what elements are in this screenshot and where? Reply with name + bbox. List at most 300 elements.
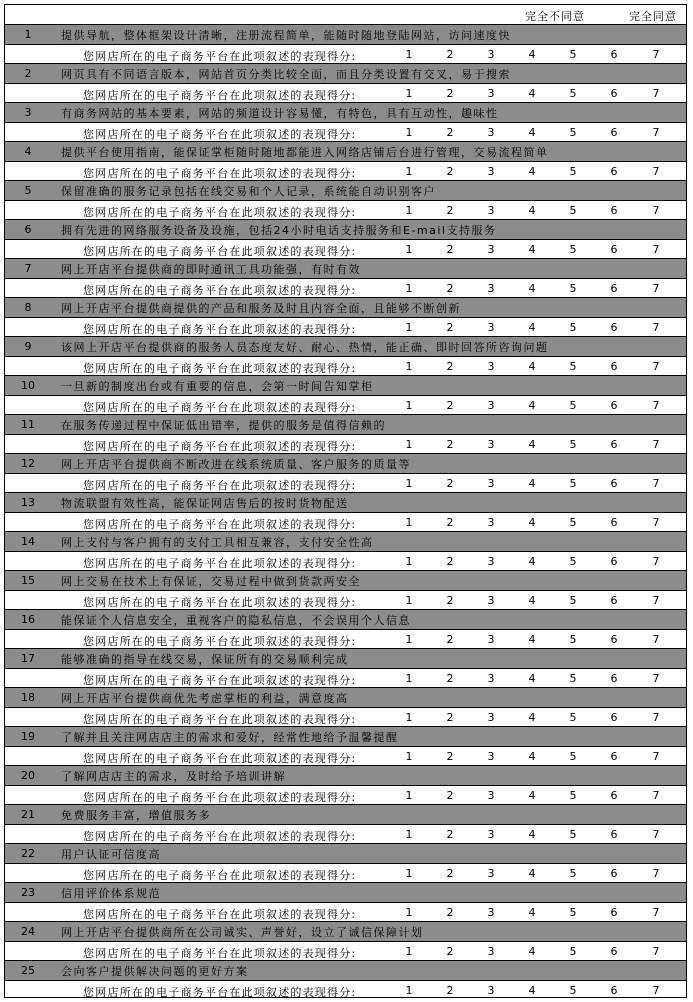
survey-item <box>5 297 686 336</box>
question-text: 一旦新的制度出台或有重要的信息，会第一时间告知掌柜 <box>61 380 374 393</box>
score-option[interactable]: 3 <box>487 47 495 61</box>
score-option[interactable]: 6 <box>610 983 618 997</box>
score-option[interactable]: 3 <box>487 242 495 256</box>
question-text: 网上开店平台提供商所在公司诚实、声誉好，设立了诚信保障计划 <box>61 926 424 939</box>
score-option[interactable]: 1 <box>405 359 413 373</box>
score-option[interactable]: 7 <box>652 437 660 451</box>
survey-item <box>5 726 686 765</box>
score-option[interactable]: 7 <box>652 749 660 763</box>
score-option[interactable]: 2 <box>446 944 454 958</box>
score-option[interactable]: 6 <box>610 125 618 139</box>
score-option[interactable]: 5 <box>569 866 577 880</box>
rating-row <box>5 512 686 532</box>
score-option[interactable]: 6 <box>610 827 618 841</box>
question-text: 网上开店平台提供商提供的产品和服务及时且内容全面，且能够不断创新 <box>61 302 461 315</box>
question-number: 3 <box>24 106 32 119</box>
score-option[interactable]: 6 <box>610 359 618 373</box>
question-number: 21 <box>21 808 35 821</box>
score-option[interactable]: 3 <box>487 593 495 607</box>
rating-row <box>5 278 686 298</box>
score-option[interactable]: 1 <box>405 827 413 841</box>
survey-item <box>5 531 686 570</box>
score-option[interactable]: 2 <box>446 242 454 256</box>
score-option[interactable]: 4 <box>528 632 536 646</box>
score-option[interactable]: 3 <box>487 944 495 958</box>
score-option[interactable]: 1 <box>405 515 413 529</box>
score-option[interactable]: 6 <box>610 905 618 919</box>
question-text: 免费服务丰富，增值服务多 <box>61 809 211 822</box>
score-option[interactable]: 5 <box>569 593 577 607</box>
score-option[interactable]: 2 <box>446 125 454 139</box>
rating-row <box>5 707 686 727</box>
score-option[interactable]: 1 <box>405 86 413 100</box>
question-text: 网上开店平台提供商不断改进在线系统质量、客户服务的质量等 <box>61 458 411 471</box>
score-option[interactable]: 5 <box>569 944 577 958</box>
score-option[interactable]: 7 <box>652 554 660 568</box>
rating-row <box>5 980 686 999</box>
question-row <box>5 609 686 629</box>
score-option[interactable]: 4 <box>528 866 536 880</box>
survey-item <box>5 882 686 921</box>
scale-left-label: 完全不同意 <box>525 10 585 23</box>
score-option[interactable]: 7 <box>652 983 660 997</box>
score-option[interactable]: 3 <box>487 749 495 763</box>
survey-item <box>5 765 686 804</box>
score-option[interactable]: 2 <box>446 203 454 217</box>
rating-prompt: 您网店所在的电子商务平台在此项叙述的表现得分: <box>83 751 357 765</box>
score-option[interactable]: 6 <box>610 515 618 529</box>
score-option[interactable]: 2 <box>446 866 454 880</box>
score-option[interactable]: 6 <box>610 86 618 100</box>
score-option[interactable]: 1 <box>405 242 413 256</box>
score-option[interactable]: 5 <box>569 515 577 529</box>
score-option[interactable]: 3 <box>487 437 495 451</box>
score-option[interactable]: 3 <box>487 86 495 100</box>
score-option[interactable]: 5 <box>569 203 577 217</box>
score-option[interactable]: 7 <box>652 164 660 178</box>
question-text: 该网上开店平台提供商的服务人员态度友好、耐心、热情，能正确、即时回答所咨询问题 <box>61 341 549 354</box>
score-option[interactable]: 4 <box>528 983 536 997</box>
question-text: 物流联盟有效性高，能保证网店售后的按时货物配送 <box>61 497 349 510</box>
rating-row <box>5 122 686 142</box>
score-option[interactable]: 5 <box>569 398 577 412</box>
score-option[interactable]: 7 <box>652 86 660 100</box>
score-option[interactable]: 2 <box>446 515 454 529</box>
score-option[interactable]: 6 <box>610 398 618 412</box>
score-option[interactable]: 5 <box>569 749 577 763</box>
score-option[interactable]: 2 <box>446 671 454 685</box>
question-number: 15 <box>21 574 35 587</box>
score-option[interactable]: 6 <box>610 749 618 763</box>
score-option[interactable]: 7 <box>652 944 660 958</box>
question-text: 网页具有不同语言版本，网站首页分类比较全面，而且分类设置有交叉，易于搜索 <box>61 68 511 81</box>
score-option[interactable]: 6 <box>610 554 618 568</box>
score-option[interactable]: 4 <box>528 710 536 724</box>
score-option[interactable]: 4 <box>528 320 536 334</box>
score-option[interactable]: 1 <box>405 398 413 412</box>
question-number: 2 <box>24 67 32 80</box>
score-option[interactable]: 2 <box>446 827 454 841</box>
score-option[interactable]: 7 <box>652 47 660 61</box>
score-option[interactable]: 3 <box>487 671 495 685</box>
score-option[interactable]: 1 <box>405 476 413 490</box>
survey-item <box>5 492 686 531</box>
rating-prompt: 您网店所在的电子商务平台在此项叙述的表现得分: <box>83 439 357 453</box>
score-option[interactable]: 5 <box>569 671 577 685</box>
score-option[interactable]: 5 <box>569 359 577 373</box>
score-option[interactable]: 1 <box>405 203 413 217</box>
rating-prompt: 您网店所在的电子商务平台在此项叙述的表现得分: <box>83 205 357 219</box>
score-option[interactable]: 2 <box>446 632 454 646</box>
question-row <box>5 726 686 746</box>
score-option[interactable]: 5 <box>569 47 577 61</box>
rating-prompt: 您网店所在的电子商务平台在此项叙述的表现得分: <box>83 283 357 297</box>
score-option[interactable]: 7 <box>652 593 660 607</box>
score-option[interactable]: 7 <box>652 203 660 217</box>
score-option[interactable]: 6 <box>610 320 618 334</box>
rating-row <box>5 44 686 64</box>
score-option[interactable]: 5 <box>569 710 577 724</box>
score-option[interactable]: 5 <box>569 125 577 139</box>
score-option[interactable]: 5 <box>569 632 577 646</box>
score-option[interactable]: 7 <box>652 788 660 802</box>
score-option[interactable]: 7 <box>652 281 660 295</box>
survey-item <box>5 258 686 297</box>
score-option[interactable]: 3 <box>487 827 495 841</box>
score-option[interactable]: 3 <box>487 320 495 334</box>
score-option[interactable]: 3 <box>487 164 495 178</box>
score-option[interactable]: 5 <box>569 905 577 919</box>
score-option[interactable]: 2 <box>446 476 454 490</box>
question-number: 19 <box>21 730 35 743</box>
score-option[interactable]: 2 <box>446 554 454 568</box>
score-option[interactable]: 4 <box>528 515 536 529</box>
score-option[interactable]: 3 <box>487 983 495 997</box>
score-option[interactable]: 6 <box>610 593 618 607</box>
score-option[interactable]: 1 <box>405 320 413 334</box>
score-option[interactable]: 5 <box>569 788 577 802</box>
score-option[interactable]: 2 <box>446 359 454 373</box>
score-option[interactable]: 7 <box>652 320 660 334</box>
score-option[interactable]: 7 <box>652 125 660 139</box>
survey-item <box>5 141 686 180</box>
score-option[interactable]: 1 <box>405 164 413 178</box>
question-row <box>5 492 686 512</box>
score-option[interactable]: 1 <box>405 671 413 685</box>
score-option[interactable]: 3 <box>487 125 495 139</box>
rating-row <box>5 824 686 844</box>
score-option[interactable]: 7 <box>652 476 660 490</box>
question-text: 网上开店平台提供商的即时通讯工具功能强，有时有效 <box>61 263 361 276</box>
score-option[interactable]: 4 <box>528 398 536 412</box>
question-row <box>5 648 686 668</box>
score-option[interactable]: 3 <box>487 398 495 412</box>
score-option[interactable]: 2 <box>446 983 454 997</box>
score-option[interactable]: 5 <box>569 983 577 997</box>
score-option[interactable]: 7 <box>652 905 660 919</box>
rating-row <box>5 590 686 610</box>
survey-item <box>5 336 686 375</box>
score-option[interactable]: 5 <box>569 242 577 256</box>
question-number: 4 <box>24 145 32 158</box>
survey-item <box>5 414 686 453</box>
score-option[interactable]: 2 <box>446 905 454 919</box>
score-option[interactable]: 1 <box>405 944 413 958</box>
question-number: 18 <box>21 691 35 704</box>
question-text: 能够准确的指导在线交易，保证所有的交易顺利完成 <box>61 653 349 666</box>
score-option[interactable]: 6 <box>610 437 618 451</box>
score-option[interactable]: 3 <box>487 359 495 373</box>
question-row <box>5 24 686 44</box>
score-option[interactable]: 3 <box>487 476 495 490</box>
question-row <box>5 804 686 824</box>
question-number: 1 <box>24 28 32 41</box>
rating-prompt: 您网店所在的电子商务平台在此项叙述的表现得分: <box>83 49 357 63</box>
score-option[interactable]: 4 <box>528 749 536 763</box>
rating-row <box>5 239 686 259</box>
score-option[interactable]: 3 <box>487 554 495 568</box>
scale-right-label: 完全同意 <box>629 10 677 23</box>
score-option[interactable]: 4 <box>528 164 536 178</box>
score-option[interactable]: 4 <box>528 203 536 217</box>
score-option[interactable]: 7 <box>652 866 660 880</box>
score-option[interactable]: 1 <box>405 125 413 139</box>
score-option[interactable]: 4 <box>528 554 536 568</box>
question-number: 16 <box>21 613 35 626</box>
score-option[interactable]: 7 <box>652 515 660 529</box>
score-option[interactable]: 6 <box>610 788 618 802</box>
score-option[interactable]: 1 <box>405 710 413 724</box>
score-option[interactable]: 6 <box>610 632 618 646</box>
rating-prompt: 您网店所在的电子商务平台在此项叙述的表现得分: <box>83 517 357 531</box>
score-option[interactable]: 5 <box>569 437 577 451</box>
score-option[interactable]: 5 <box>569 476 577 490</box>
question-number: 23 <box>21 886 35 899</box>
rating-prompt: 您网店所在的电子商务平台在此项叙述的表现得分: <box>83 322 357 336</box>
score-option[interactable]: 7 <box>652 242 660 256</box>
score-option[interactable]: 1 <box>405 437 413 451</box>
score-option[interactable]: 6 <box>610 944 618 958</box>
score-option[interactable]: 1 <box>405 554 413 568</box>
question-text: 有商务网站的基本要素，网站的频道设计容易懂，有特色，具有互动性，趣味性 <box>61 107 499 120</box>
rating-row <box>5 668 686 688</box>
score-option[interactable]: 4 <box>528 359 536 373</box>
question-number: 24 <box>21 925 35 938</box>
score-option[interactable]: 1 <box>405 632 413 646</box>
score-option[interactable]: 2 <box>446 593 454 607</box>
score-option[interactable]: 1 <box>405 281 413 295</box>
score-option[interactable]: 5 <box>569 164 577 178</box>
rating-row <box>5 356 686 376</box>
question-row <box>5 102 686 122</box>
score-option[interactable]: 5 <box>569 86 577 100</box>
score-option[interactable]: 3 <box>487 866 495 880</box>
score-option[interactable]: 4 <box>528 47 536 61</box>
score-option[interactable]: 6 <box>610 710 618 724</box>
question-row <box>5 531 686 551</box>
survey-item <box>5 24 686 63</box>
score-option[interactable]: 7 <box>652 632 660 646</box>
rating-prompt: 您网店所在的电子商务平台在此项叙述的表现得分: <box>83 556 357 570</box>
question-text: 提供平台使用指南，能保证掌柜随时随地都能进入网络店铺后台进行管理，交易流程简单 <box>61 146 549 159</box>
score-option[interactable]: 3 <box>487 905 495 919</box>
question-number: 13 <box>21 496 35 509</box>
rating-row <box>5 785 686 805</box>
rating-row <box>5 863 686 883</box>
score-option[interactable]: 2 <box>446 281 454 295</box>
question-row <box>5 843 686 863</box>
score-option[interactable]: 6 <box>610 242 618 256</box>
question-row <box>5 765 686 785</box>
question-text: 拥有先进的网络服务设备及设施，包括24小时电话支持服务和E-mail支持服务 <box>61 224 497 237</box>
score-option[interactable]: 4 <box>528 827 536 841</box>
score-option[interactable]: 5 <box>569 320 577 334</box>
survey-item <box>5 960 686 998</box>
score-option[interactable]: 3 <box>487 710 495 724</box>
score-option[interactable]: 4 <box>528 242 536 256</box>
rating-row <box>5 317 686 337</box>
score-option[interactable]: 6 <box>610 47 618 61</box>
score-option[interactable]: 7 <box>652 359 660 373</box>
question-row <box>5 336 686 356</box>
question-row <box>5 921 686 941</box>
score-option[interactable]: 4 <box>528 788 536 802</box>
score-option[interactable]: 2 <box>446 47 454 61</box>
score-option[interactable]: 6 <box>610 281 618 295</box>
question-text: 提供导航，整体框架设计清晰，注册流程简单，能随时随地登陆网站，访问速度快 <box>61 29 511 42</box>
score-option[interactable]: 4 <box>528 437 536 451</box>
question-row <box>5 63 686 83</box>
score-option[interactable]: 6 <box>610 164 618 178</box>
survey-item <box>5 609 686 648</box>
question-row <box>5 414 686 434</box>
rating-row <box>5 395 686 415</box>
score-option[interactable]: 2 <box>446 788 454 802</box>
question-number: 20 <box>21 769 35 782</box>
question-number: 8 <box>24 301 32 314</box>
score-option[interactable]: 4 <box>528 86 536 100</box>
score-option[interactable]: 4 <box>528 905 536 919</box>
question-number: 12 <box>21 457 35 470</box>
rating-prompt: 您网店所在的电子商务平台在此项叙述的表现得分: <box>83 946 357 960</box>
rating-row <box>5 902 686 922</box>
score-option[interactable]: 6 <box>610 476 618 490</box>
score-option[interactable]: 7 <box>652 827 660 841</box>
rating-prompt: 您网店所在的电子商务平台在此项叙述的表现得分: <box>83 595 357 609</box>
question-text: 网上开店平台提供商优先考虑掌柜的利益，满意度高 <box>61 692 349 705</box>
score-option[interactable]: 2 <box>446 749 454 763</box>
score-option[interactable]: 2 <box>446 164 454 178</box>
question-number: 5 <box>24 184 32 197</box>
survey-item <box>5 804 686 843</box>
score-option[interactable]: 4 <box>528 944 536 958</box>
question-text: 了解并且关注网店店主的需求和爱好，经常性地给予温馨提醒 <box>61 731 399 744</box>
question-number: 25 <box>21 964 35 977</box>
rating-row <box>5 200 686 220</box>
score-option[interactable]: 6 <box>610 866 618 880</box>
rating-prompt: 您网店所在的电子商务平台在此项叙述的表现得分: <box>83 361 357 375</box>
survey-item <box>5 63 686 102</box>
score-option[interactable]: 2 <box>446 86 454 100</box>
rating-prompt: 您网店所在的电子商务平台在此项叙述的表现得分: <box>83 244 357 258</box>
score-option[interactable]: 4 <box>528 476 536 490</box>
score-option[interactable]: 2 <box>446 710 454 724</box>
survey-sheet <box>4 4 687 998</box>
score-option[interactable]: 4 <box>528 281 536 295</box>
question-row <box>5 141 686 161</box>
question-text: 保留准确的服务记录包括在线交易和个人记录，系统能自动识别客户 <box>61 185 436 198</box>
question-row <box>5 960 686 980</box>
score-option[interactable]: 7 <box>652 398 660 412</box>
survey-item <box>5 375 686 414</box>
score-option[interactable]: 3 <box>487 515 495 529</box>
question-text: 信用评价体系规范 <box>61 887 161 900</box>
question-number: 22 <box>21 847 35 860</box>
question-row <box>5 258 686 278</box>
score-option[interactable]: 2 <box>446 320 454 334</box>
score-option[interactable]: 3 <box>487 281 495 295</box>
rating-prompt: 您网店所在的电子商务平台在此项叙述的表现得分: <box>83 478 357 492</box>
survey-item <box>5 687 686 726</box>
score-option[interactable]: 1 <box>405 788 413 802</box>
question-number: 7 <box>24 262 32 275</box>
score-option[interactable]: 1 <box>405 905 413 919</box>
score-option[interactable]: 4 <box>528 671 536 685</box>
score-option[interactable]: 4 <box>528 593 536 607</box>
rating-row <box>5 473 686 493</box>
question-row <box>5 219 686 239</box>
rating-row <box>5 941 686 961</box>
score-option[interactable]: 5 <box>569 827 577 841</box>
question-row <box>5 882 686 902</box>
score-option[interactable]: 1 <box>405 749 413 763</box>
question-text: 了解网店店主的需求，及时给予培训讲解 <box>61 770 286 783</box>
question-row <box>5 453 686 473</box>
score-option[interactable]: 3 <box>487 203 495 217</box>
question-text: 网上交易在技术上有保证，交易过程中做到货款两安全 <box>61 575 361 588</box>
rating-row <box>5 434 686 454</box>
question-text: 网上支付与客户拥有的支付工具相互兼容，支付安全性高 <box>61 536 374 549</box>
question-row <box>5 570 686 590</box>
score-option[interactable]: 1 <box>405 983 413 997</box>
score-option[interactable]: 6 <box>610 671 618 685</box>
question-number: 17 <box>21 652 35 665</box>
rating-prompt: 您网店所在的电子商务平台在此项叙述的表现得分: <box>83 400 357 414</box>
score-option[interactable]: 2 <box>446 398 454 412</box>
score-option[interactable]: 6 <box>610 203 618 217</box>
survey-items <box>5 24 686 998</box>
rating-prompt: 您网店所在的电子商务平台在此项叙述的表现得分: <box>83 790 357 804</box>
score-option[interactable]: 3 <box>487 788 495 802</box>
score-option[interactable]: 5 <box>569 281 577 295</box>
score-option[interactable]: 7 <box>652 671 660 685</box>
score-option[interactable]: 3 <box>487 632 495 646</box>
rating-row <box>5 551 686 571</box>
score-option[interactable]: 2 <box>446 437 454 451</box>
score-option[interactable]: 4 <box>528 125 536 139</box>
survey-item <box>5 921 686 960</box>
score-option[interactable]: 1 <box>405 593 413 607</box>
score-option[interactable]: 1 <box>405 866 413 880</box>
score-option[interactable]: 5 <box>569 554 577 568</box>
score-option[interactable]: 7 <box>652 710 660 724</box>
question-number: 6 <box>24 223 32 236</box>
rating-row <box>5 746 686 766</box>
rating-row <box>5 83 686 103</box>
score-option[interactable]: 1 <box>405 47 413 61</box>
rating-prompt: 您网店所在的电子商务平台在此项叙述的表现得分: <box>83 634 357 648</box>
survey-item <box>5 570 686 609</box>
